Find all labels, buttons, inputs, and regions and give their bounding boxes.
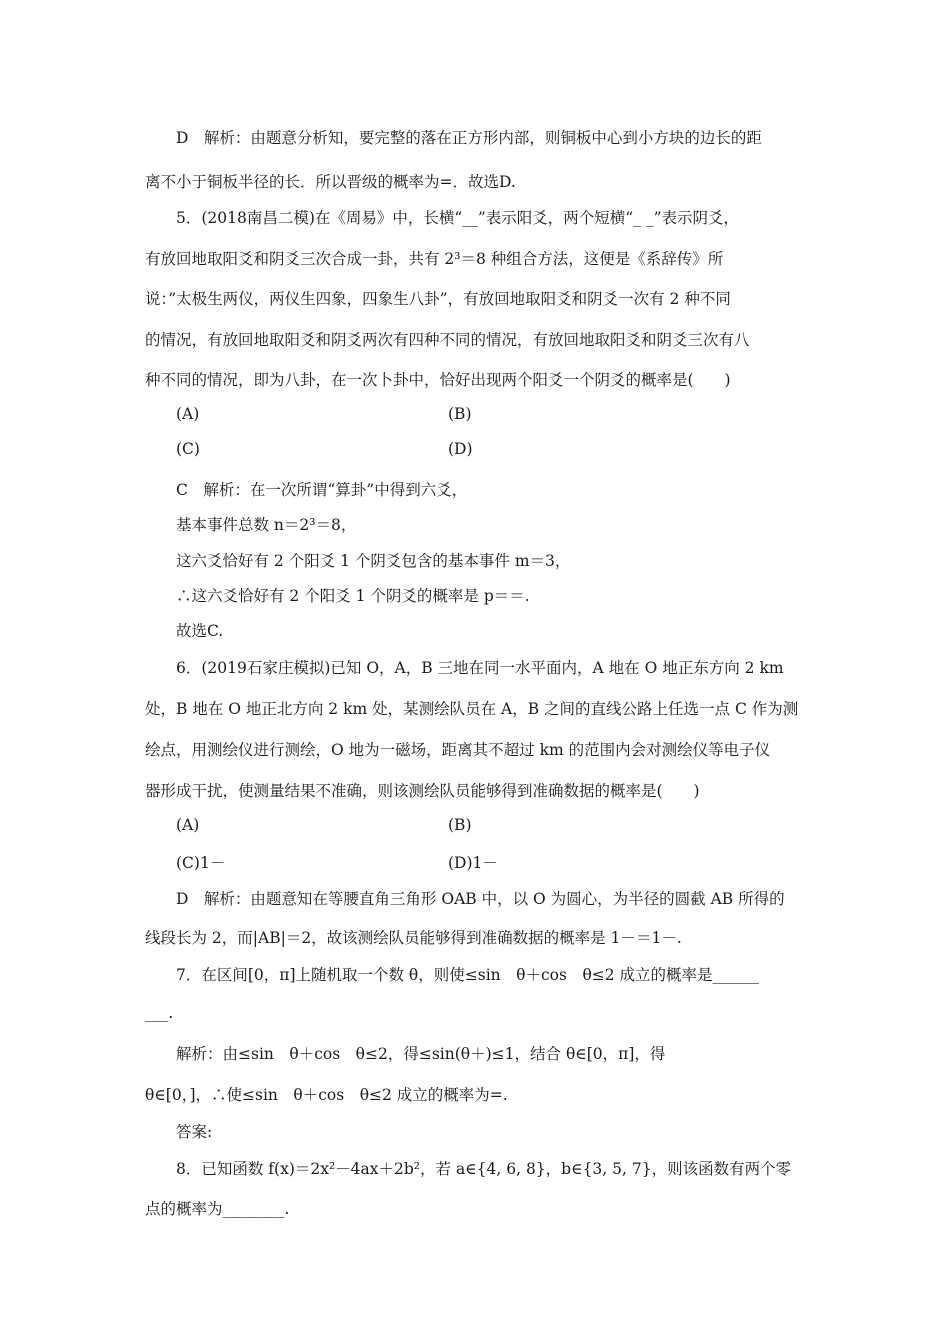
question-7-line: 7．在区间[0，π]上随机取一个数 θ，则使≤sin θ＋cos θ≤2 成立的概率是______ <box>176 966 760 984</box>
text-line: 的情况，有放回地取阳爻和阴爻两次有四种不同的情况，有放回地取阳爻和阴爻三次有八 <box>145 331 750 349</box>
text-line: D 解析：由题意分析知，要完整的落在正方形内部，则铜板中心到小方块的边长的距 <box>176 129 762 147</box>
text-line: 绘点，用测绘仪进行测绘，O 地为一磁场，距离其不超过 km 的范围内会对测绘仪等电子仪 <box>145 741 771 759</box>
answer-label: 答案: <box>176 1123 213 1141</box>
question-8-line: 8．已知函数 f(x)＝2x²－4ax＋2b²，若 a∈{4, 6, 8}，b∈{3, 5, 7}，则该函数有两个零 <box>176 1160 792 1178</box>
q5-option-b: (B) <box>448 405 472 423</box>
q5-option-d: (D) <box>448 440 473 458</box>
text-line: 基本事件总数 n＝2³＝8， <box>176 516 357 534</box>
question-6-line: 6．(2019石家庄模拟)已知 O，A，B 三地在同一水平面内，A 地在 O 地正东方向 2 km <box>176 659 784 677</box>
q5-option-a: (A) <box>176 405 200 423</box>
q6-option-a: (A) <box>176 816 200 834</box>
text-line: 器形成干扰，使测量结果不准确，则该测绘队员能够得到准确数据的概率是( ) <box>145 782 700 800</box>
text-line: 说：”太极生两仪，两仪生四象，四象生八卦”，有放回地取阳爻和阴爻一次有 2 种不同 <box>145 290 731 308</box>
text-line: 处，B 地在 O 地正北方向 2 km 处，某测绘队员在 A，B 之间的直线公路上任选一点 C 作为测 <box>145 700 799 718</box>
text-line: 解析：由≤sin θ＋cos θ≤2，得≤sin(θ＋)≤1，结合 θ∈[0，π]，得 <box>176 1045 666 1063</box>
text-line: ___. <box>145 1004 174 1022</box>
q6-option-b: (B) <box>448 816 472 834</box>
q5-option-c: (C) <box>176 440 200 458</box>
text-line: 线段长为 2，而|AB|＝2，故该测绘队员能够得到准确数据的概率是 1－＝1－. <box>145 929 682 947</box>
q6-option-c: (C)1－ <box>176 854 226 872</box>
question-5-line: 5．(2018南昌二模)在《周易》中，长横“__”表示阳爻，两个短横“_ _”表示阴爻， <box>176 209 740 227</box>
text-line: 这六爻恰好有 2 个阳爻 1 个阴爻包含的基本事件 m＝3， <box>176 552 571 570</box>
text-line: 离不小于铜板半径的长．所以晋级的概率为=．故选D. <box>145 173 516 191</box>
text-line: ∴这六爻恰好有 2 个阳爻 1 个阴爻的概率是 p＝＝. <box>176 587 530 605</box>
text-line: θ∈[0，]，∴使≤sin θ＋cos θ≤2 成立的概率为=. <box>145 1086 508 1104</box>
text-line: 点的概率为________. <box>145 1200 290 1218</box>
text-line: 种不同的情况，即为八卦，在一次卜卦中，恰好出现两个阳爻一个阴爻的概率是( ) <box>145 371 731 389</box>
text-line: 故选C. <box>176 622 224 640</box>
text-line: 有放回地取阳爻和阴爻三次合成一卦，共有 2³＝8 种组合方法，这便是《系辞传》所 <box>145 250 724 268</box>
text-line: D 解析：由题意知在等腰直角三角形 OAB 中，以 O 为圆心，为半径的圆截 AB 所得的 <box>176 890 785 908</box>
q6-option-d: (D)1－ <box>448 854 498 872</box>
text-line: C 解析：在一次所谓“算卦”中得到六爻， <box>176 481 468 499</box>
